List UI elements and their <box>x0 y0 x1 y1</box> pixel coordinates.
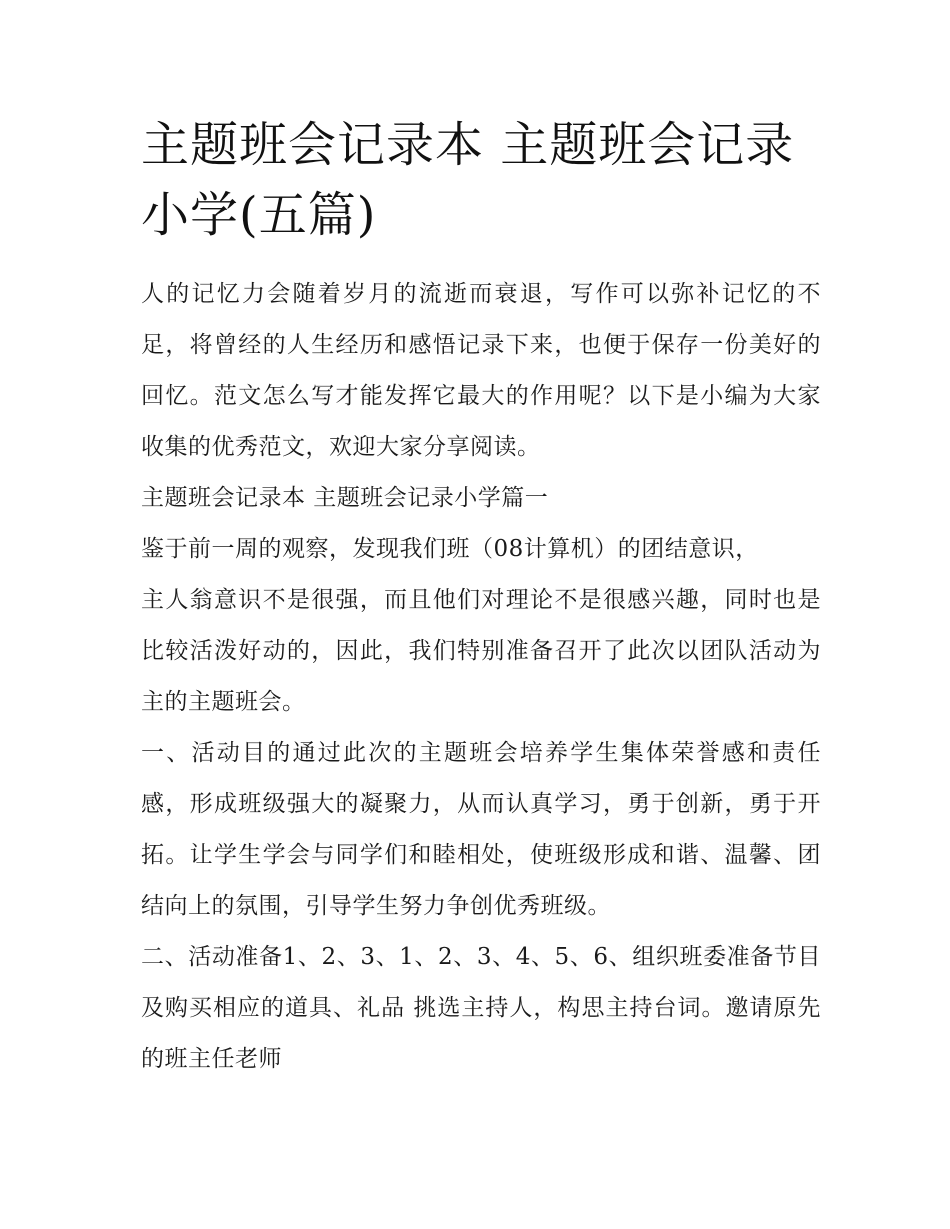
paragraph-background: 主人翁意识不是很强，而且他们对理论不是很感兴趣，同时也是比较活泼好动的，因此，我们特别准备召开了此次以团队活动为主的主题班会。 <box>141 587 821 715</box>
intro-paragraph: 人的记忆力会随着岁月的流逝而衰退，写作可以弥补记忆的不足，将曾经的人生经历和感悟记录下来，也便于保存一份美好的回忆。范文怎么写才能发挥它最大的作用呢？以下是小编为大家收集的优秀范文，欢迎大家分享阅读。 <box>141 281 821 460</box>
document-page <box>141 110 821 1085</box>
paragraph-activity-purpose: 一、活动目的通过此次的主题班会培养学生集体荣誉感和责任感，形成班级强大的凝聚力，从而认真学习，勇于创新，勇于开拓。让学生学会与同学们和睦相处，使班级形成和谐、温馨、团结向上的氛围，引导学生努力争创优秀班级。 <box>141 740 821 919</box>
paragraph-observation: 鉴于前一周的观察，发现我们班（08计算机）的团结意识， <box>141 536 759 562</box>
document-title: 主题班会记录本 主题班会记录小学(五篇) <box>141 117 795 243</box>
section-heading: 主题班会记录本 主题班会记录小学篇一 <box>141 485 549 511</box>
paragraph-activity-preparation: 二、活动准备1、2、3、1、2、3、4、5、6、组织班委准备节目及购买相应的道具、礼品 挑选主持人，构思主持台词。邀请原先的班主任老师 <box>141 944 821 1072</box>
